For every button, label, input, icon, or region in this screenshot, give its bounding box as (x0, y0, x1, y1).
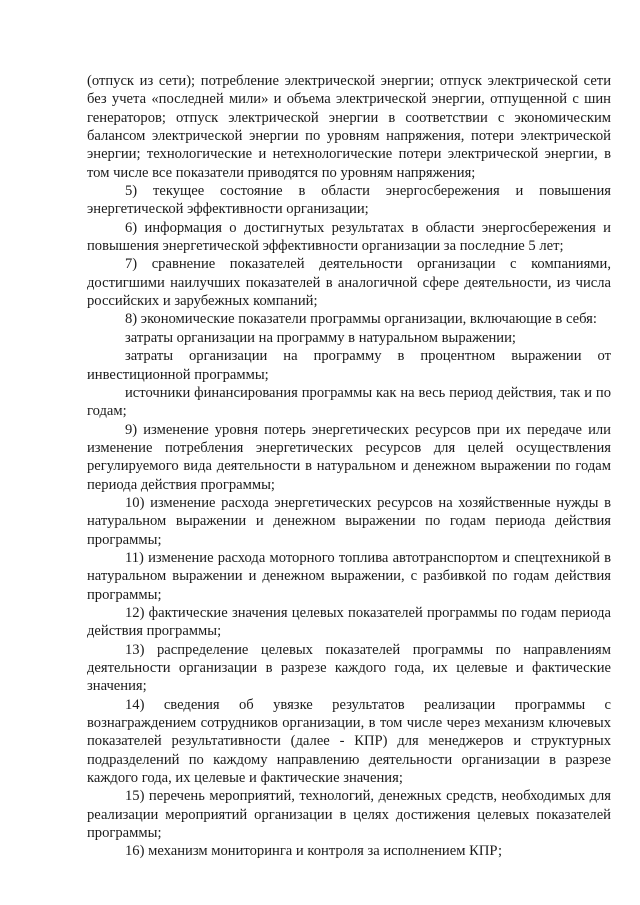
paragraph-item-8: 8) экономические показатели программы организации, включающие в себя: (125, 311, 597, 328)
paragraph-costs-percent: затраты организации на программу в процентном выражении от инвестиционной программы; (87, 348, 611, 383)
paragraph-funding-sources: источники финансирования программы как на весь период действия, так и по годам; (87, 384, 611, 420)
paragraph-costs-natural: затраты организации на программу в натуральном выражении; (125, 329, 516, 346)
paragraph-item-15: 15) перечень мероприятий, технологий, денежных средств, необходимых для реализации мероприятий организации в целях достижения целевых показателей программы; (87, 788, 611, 842)
paragraph-item-6: 6) информация о достигнутых результатах в области энергосбережения и повышения энергетической эффективности организации за последние 5 лет; (87, 219, 611, 255)
paragraph-item-7: 7) сравнение показателей деятельности организации с компаниями, достигшими наилучших показателей в аналогичной сфере деятельности, из числа российских и зарубежных компаний; (87, 256, 611, 310)
paragraph-item-11: 11) изменение расхода моторного топлива автотранспортом и спецтехникой в натуральном выражении и денежном выражении, с разбивкой по годам действия программы; (87, 549, 611, 603)
paragraph-item-16: 16) механизм мониторинга и контроля за исполнением КПР; (125, 843, 503, 860)
paragraph-item-10: 10) изменение расхода энергетических ресурсов на хозяйственные нужды в натуральном выражении и денежном выражении по годам периода действия программы; (87, 494, 611, 548)
paragraph-item-12: 12) фактические значения целевых показателей программы по годам периода действия программы; (87, 604, 611, 640)
document-body (87, 72, 611, 861)
paragraph-item-5: 5) текущее состояние в области энергосбережения и повышения энергетической эффективности организации; (87, 183, 611, 218)
paragraph-item-9: 9) изменение уровня потерь энергетических ресурсов при их передаче или изменение потребления энергетических ресурсов для целей осуществления регулируемого вида деятельности в натуральном и денежном выражении по годам периода действия программы; (87, 421, 611, 493)
paragraph-item-13: 13) распределение целевых показателей программы по направлениям деятельности организации в разрезе каждого года, их целевые и фактические значения; (87, 641, 611, 695)
paragraph-item-14: 14) сведения об увязке результатов реализации программы с вознаграждением сотрудников организации, в том числе через механизм ключевых показателей результативности (далее - КПР) для менеджеров и структурных подразделений по каждому направлению деятельности организации в разрезе каждого года, их целевые и фактические значения; (87, 696, 611, 787)
paragraph-continuation: (отпуск из сети); потребление электрической энергии; отпуск электрической сети без учета «последней мили» и объема электрической энергии, отпущенной с шин генераторов; отпуск электрической энергии в соответствии с экономическим балансом электрической энергии по уровням напряжения, потери электрической энергии; технологические и нетехнологические потери электрической энергии, в том числе все показатели приводятся по уровням напряжения; (87, 73, 611, 181)
